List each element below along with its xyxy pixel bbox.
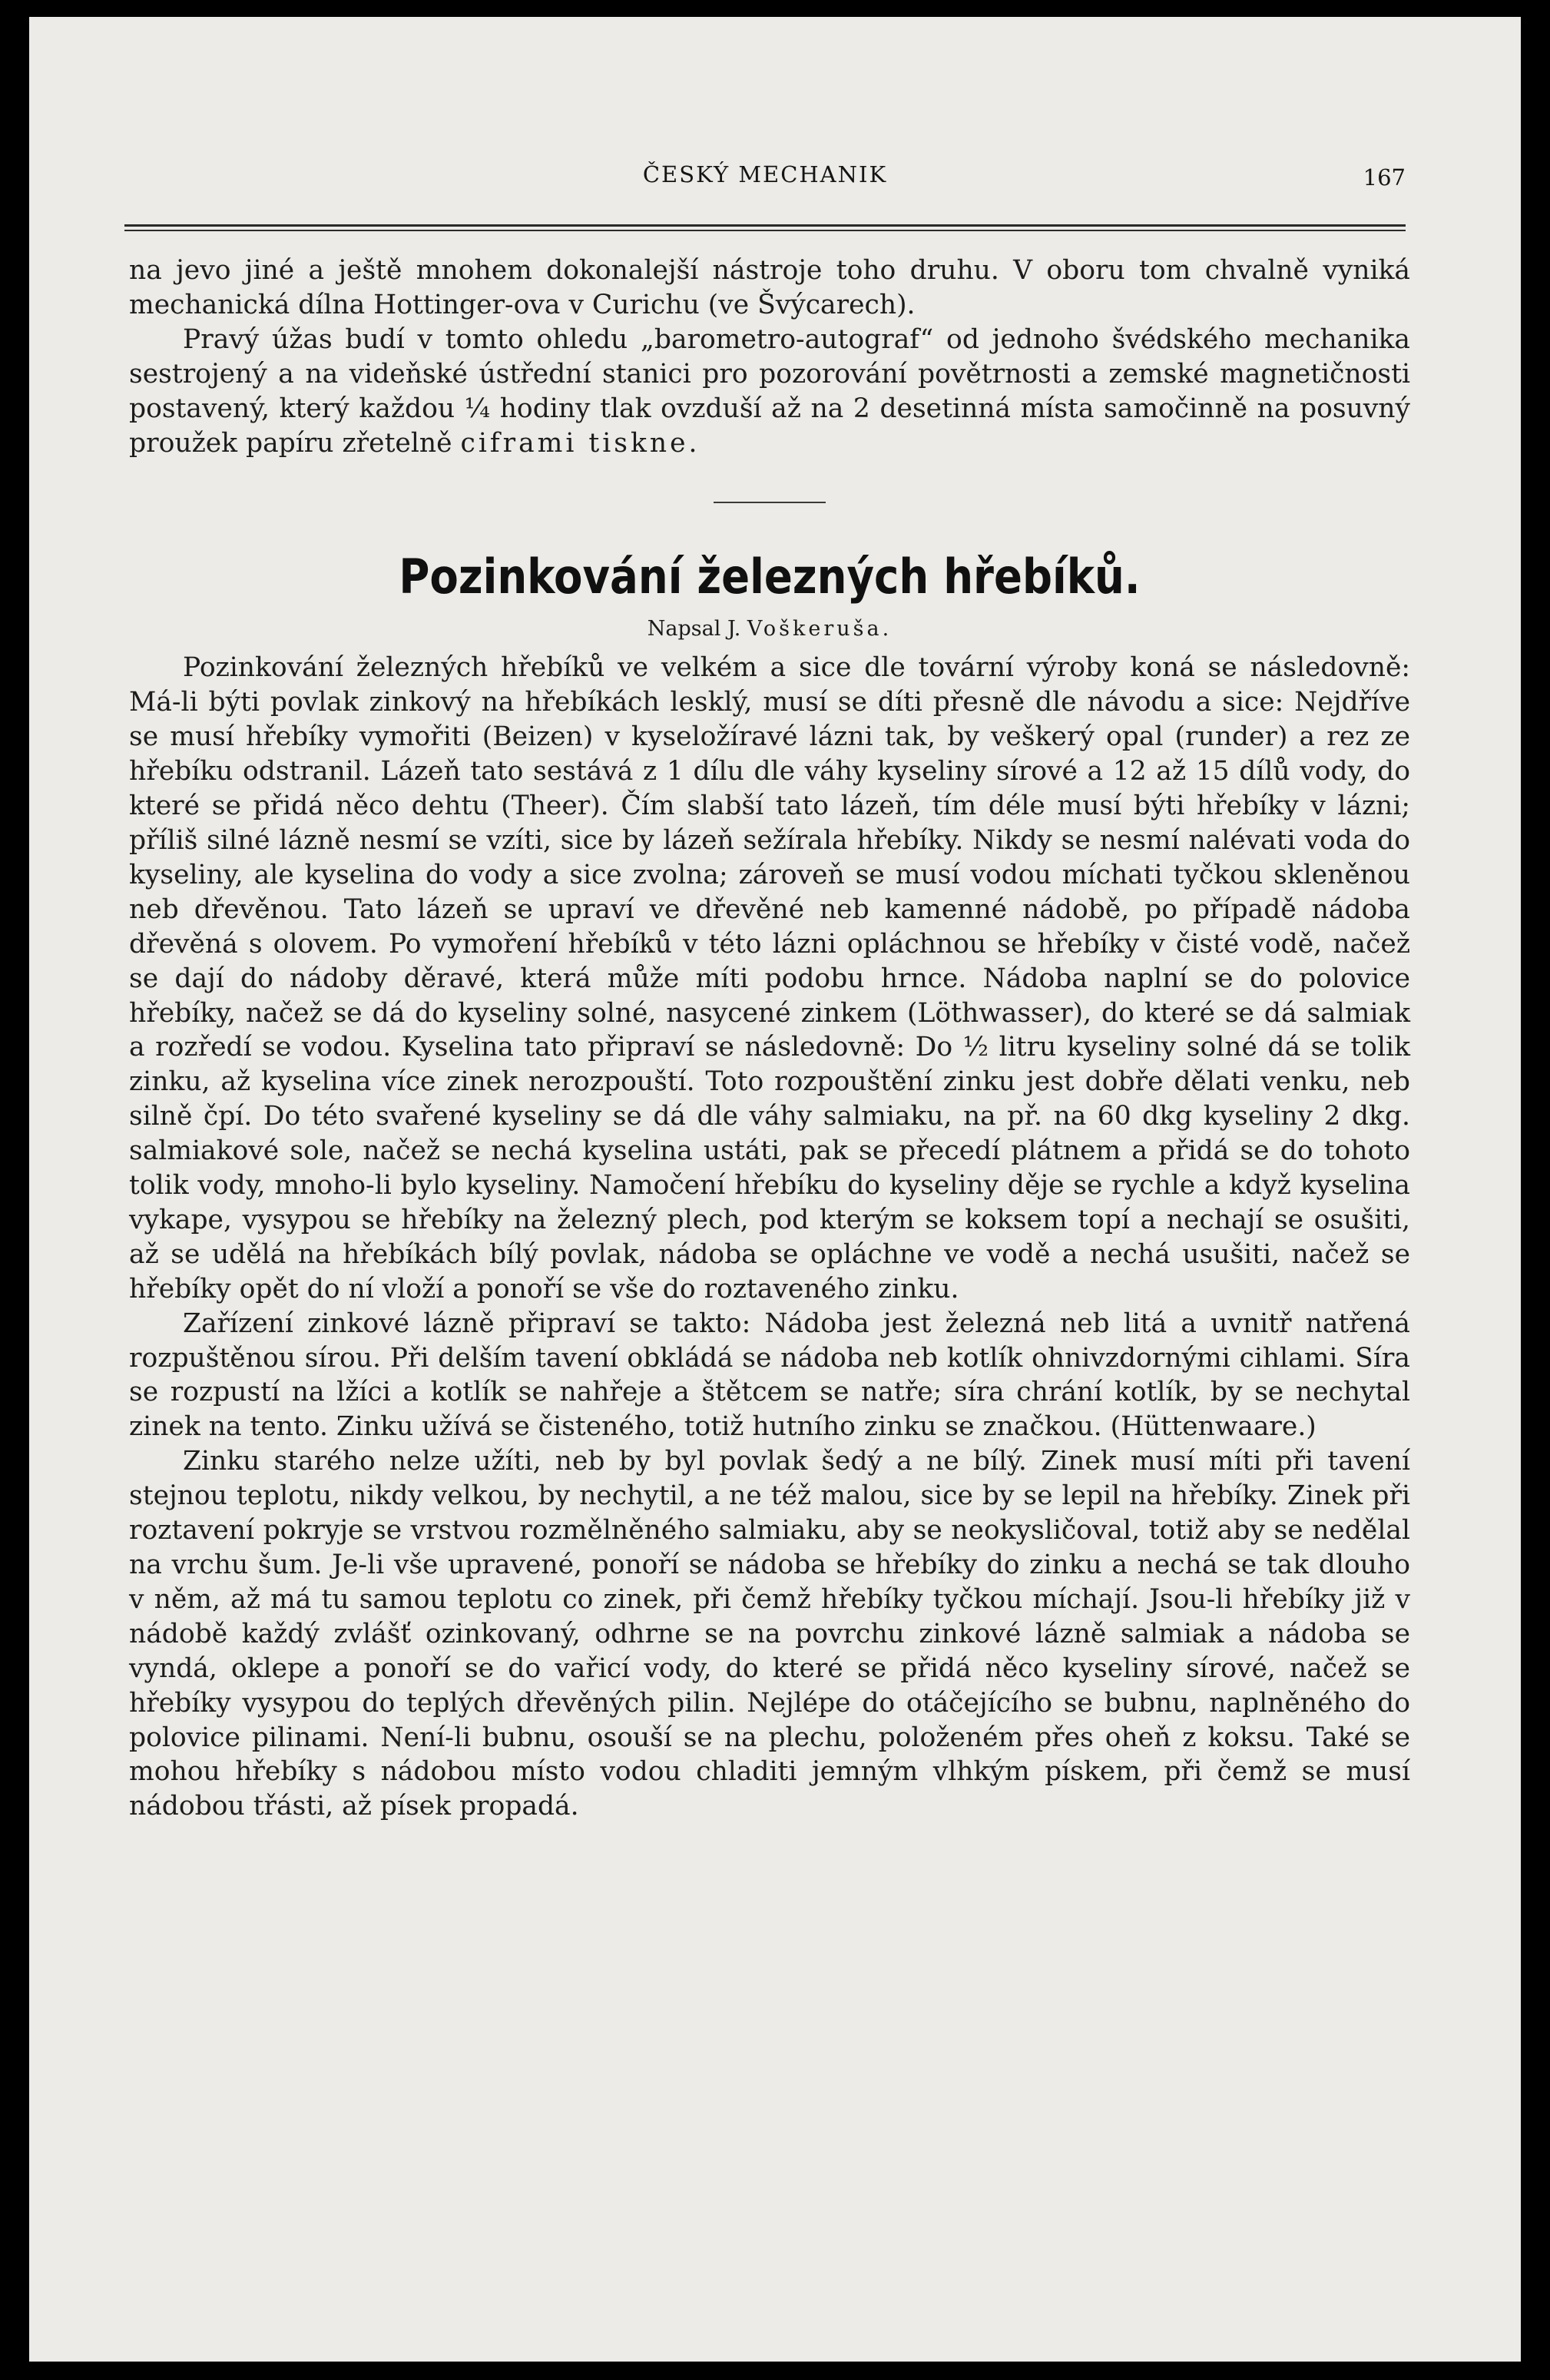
byline-prefix: Napsal J. — [647, 617, 741, 641]
article-paragraph-3: Zinku starého nelze užíti, neb by byl povlak šedý a ne bílý. Zinek musí míti při tavení stejnou teplotu, nikdy velkou, by nechytil, a ne též malou, sice by se lepil na hřebíky. Zinek při roztavení pokryje se vrstvou rozmělněného salmiaku, aby se neokysličoval, totiž aby se nedělal na vrchu šum. Je-li vše upravené, ponoří se nádoba se hřebíky do zinku a nechá se tak dlouho v něm, až má tu samou teplotu co zinek, při čemž hřebíky tyčkou míchají. Jsou-li hřebíky již v nádobě každý zvlášť ozinkovaný, odhrne se na povrchu zinkové lázně salmiak a nádoba se vyndá, oklepe a ponoří se do vařicí vody, do které se přidá něco kyseliny sírové, načež se hřebíky vysypou do teplých dřevěných pilin. Nejlépe do otáčejícího se bubnu, naplněného do polovice pilinami. Není-li bubnu, osouší se na plechu, položeném přes oheň z koksu. Také se mohou hřebíky s nádobou místo vodou chladiti jemným vlhkým pískem, při čemž se musí nádobou třásti, až písek propadá. — [129, 1446, 1410, 1822]
byline-author: Voškeruša. — [747, 617, 893, 641]
header-rule-top — [124, 224, 1406, 227]
header-rule-bottom — [124, 230, 1406, 231]
intro-paragraph-2-emphasis: ciframi tiskne. — [460, 427, 700, 459]
article-paragraph-1: Pozinkování železných hřebíků ve velkém a sice dle tovární výroby koná se následovně: Má-li býti povlak zinkový na hřebíkách lesklý, musí se díti přesně dle návodu a sice: Nejdříve se musí hřebíky vymořiti (Beizen) v kyseložíravé lázni tak, by veškerý opal (runder) a rez ze hřebíku odstranil. Lázeň tato sestává z 1 dílu dle váhy kyseliny sírové a 12 až 15 dílů vody, do které se přidá něco dehtu (Theer). Čím slabší tato lázeň, tím déle musí býti hřebíky v lázni; příliš silné lázně nesmí se vzíti, sice by lázeň sežírala hřebíky. Nikdy se nesmí nalévati voda do kyseliny, ale kyselina do vody a sice zvolna; zároveň se musí vodou míchati tyčkou skleněnou neb dřevěnou. Tato lázeň se upraví ve dřevěné neb kamenné nádobě, po případě nádoba dřevěná s olovem. Po vymoření hřebíků v této lázni opláchnou se hřebíky v čisté vodě, načež se dají do nádoby děravé, která může míti podobu hrnce. Nádoba naplní se do polovice hřebíky, načež se dá do kyseliny solné, nasycené zinkem (Löthwasser), do které se dá salmiak a rozředí se vodou. Kyselina tato připraví se následovně: Do ½ litru kyseliny solné dá se tolik zinku, až kyselina více zinek nerozpouští. Toto rozpouštění zinku jest dobře dělati venku, neb silně čpí. Do této svařené kyseliny se dá dle váhy salmiaku, na př. na 60 dkg kyseliny 2 dkg. salmiakové sole, načež se nechá kyselina ustáti, pak se přecedí plátnem a přidá se do tohoto tolik vody, mnoho-li bylo kyseliny. Namočení hřebíku do kyseliny děje se rychle a když kyselina vykape, vysypou se hřebíky na železný plech, pod kterým se koksem topí a nechají se osušiti, až se udělá na hřebíkách bílý povlak, nádoba se opláchne ve vodě a nechá usušiti, načež se hřebíky opět do ní vloží a ponoří se vše do roztaveného zinku. — [129, 652, 1410, 1304]
page-number: 167 — [1363, 164, 1406, 191]
intro-paragraph-2-text: Pravý úžas budí v tomto ohledu „barometro-autograf“ od jednoho švédského mechanika sestrojený a na videňské ústřední stanici pro pozorování povětrnosti a zemské magnetičnosti postavený, který každou ¼ hodiny tlak ovzduší až na 2 desetinná místa samočinně na posuvný proužek papíru zřetelně — [129, 323, 1410, 459]
intro-paragraph-1: na jevo jiné a ještě mnohem dokonalejší nástroje toho druhu. V oboru tom chvalně vyniká mechanická dílna Hottinger-ova v Curichu (ve Švýcarech). — [129, 255, 1410, 320]
article-title: Pozinkování železných hřebíků. — [399, 549, 1141, 605]
page-content — [129, 254, 1410, 1824]
intro-paragraph-2 — [129, 323, 1410, 461]
article-paragraph-2: Zařízení zinkové lázně připraví se takto: Nádoba jest železná neb litá a uvnitř natřená rozpuštěnou sírou. Při delším tavení obkládá se nádoba neb kotlík ohnivzdornými cihlami. Síra se rozpustí na lžíci a kotlík se nahřeje a štětcem se natře; síra chrání kotlík, by se nechytal zinek na tento. Zinku užívá se čisteného, totiž hutního zinku se značkou. (Hüttenwaare.) — [129, 1308, 1410, 1443]
running-head: ČESKÝ MECHANIK — [642, 161, 888, 187]
section-divider — [714, 502, 826, 503]
page-header — [124, 154, 1406, 192]
byline — [129, 612, 1410, 646]
